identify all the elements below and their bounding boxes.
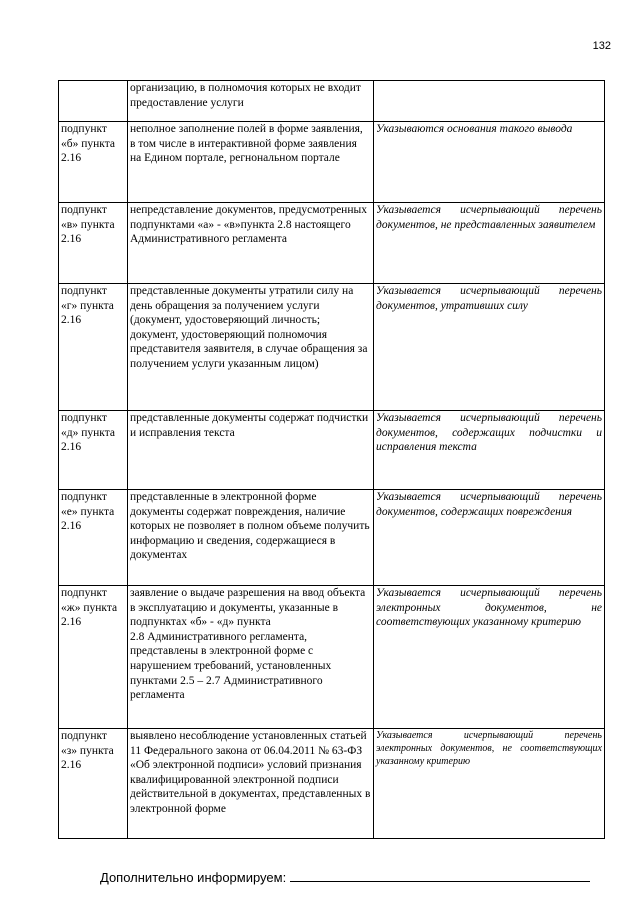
row-reason: представленные документы утратили силу на день обращения за получением услуги (документ, удостоверяющий личность; документ, удостоверяющий полномочия представителя заявителя, в случае обращения за получением услуги указанным лицом) bbox=[128, 284, 374, 411]
row-reason: выявлено несоблюдение установленных статьей 11 Федерального закона от 06.04.2011 № 63-ФЗ «Об электронной подписи» условий признания квалифицированной электронной подписи действительной в документах, представленных в электронной форме bbox=[128, 729, 374, 839]
table-row bbox=[59, 203, 605, 284]
row-ref: подпункт «е» пункта 2.16 bbox=[59, 490, 128, 586]
table-row bbox=[59, 81, 605, 122]
row-ref: подпункт «в» пункта 2.16 bbox=[59, 203, 128, 284]
row-ref: подпункт «д» пункта 2.16 bbox=[59, 411, 128, 490]
additional-info-blank bbox=[290, 871, 590, 882]
table-row bbox=[59, 284, 605, 411]
row-reason-line: заявление о выдаче разрешения на ввод объекта в эксплуатацию и документы, указанные в подпунктах «б» - «д» пункта bbox=[130, 587, 366, 629]
table-row bbox=[59, 729, 605, 839]
additional-info-label: Дополнительно информируем: bbox=[100, 870, 287, 885]
row-ref: подпункт «з» пункта 2.16 bbox=[59, 729, 128, 839]
row-note: Указывается исчерпывающий перечень электронных документов, не соответствующих указанному критерию bbox=[374, 729, 605, 839]
row-note: Указывается исчерпывающий перечень документов, содержащих повреждения bbox=[374, 490, 605, 586]
table-row bbox=[59, 586, 605, 729]
table-row bbox=[59, 490, 605, 586]
row-reason: представленные в электронной форме документы содержат повреждения, наличие которых не позволяет в полном объеме получить информацию и сведения, содержащиеся в документах bbox=[128, 490, 374, 586]
row-note: Указывается исчерпывающий перечень документов, содержащих подчистки и исправления текста bbox=[374, 411, 605, 490]
row-reason: представленные документы содержат подчистки и исправления текста bbox=[128, 411, 374, 490]
row-note bbox=[374, 81, 605, 122]
row-reason: неполное заполнение полей в форме заявления, в том числе в интерактивной форме заявления на Едином портале, регнональном портале bbox=[128, 122, 374, 203]
additional-info-line bbox=[100, 870, 590, 885]
refusal-grounds-table bbox=[58, 80, 605, 839]
row-note: Указывается исчерпывающий перечень документов, не представленных заявителем bbox=[374, 203, 605, 284]
row-reason-line: 2.8 Административного регламента, представлены в электронной форме с нарушением требований, установленных пунктами 2.5 – 2.7 Административного регламента bbox=[130, 630, 332, 702]
row-note: Указываются основания такого вывода bbox=[374, 122, 605, 203]
row-note: Указывается исчерпывающий перечень документов, утративших силу bbox=[374, 284, 605, 411]
table-row bbox=[59, 122, 605, 203]
page-number: 132 bbox=[592, 40, 611, 52]
row-ref: подпункт «ж» пункта 2.16 bbox=[59, 586, 128, 729]
row-ref: подпункт «г» пункта 2.16 bbox=[59, 284, 128, 411]
table-row bbox=[59, 411, 605, 490]
row-reason bbox=[128, 586, 374, 729]
row-reason: непредставление документов, предусмотренных подпунктами «а» - «в»пункта 2.8 настоящего Административного регламента bbox=[128, 203, 374, 284]
row-ref: подпункт «б» пункта 2.16 bbox=[59, 122, 128, 203]
row-reason: организацию, в полномочия которых не входит предоставление услуги bbox=[128, 81, 374, 122]
row-ref bbox=[59, 81, 128, 122]
row-note: Указывается исчерпывающий перечень электронных документов, не соответствующих указанному критерию bbox=[374, 586, 605, 729]
